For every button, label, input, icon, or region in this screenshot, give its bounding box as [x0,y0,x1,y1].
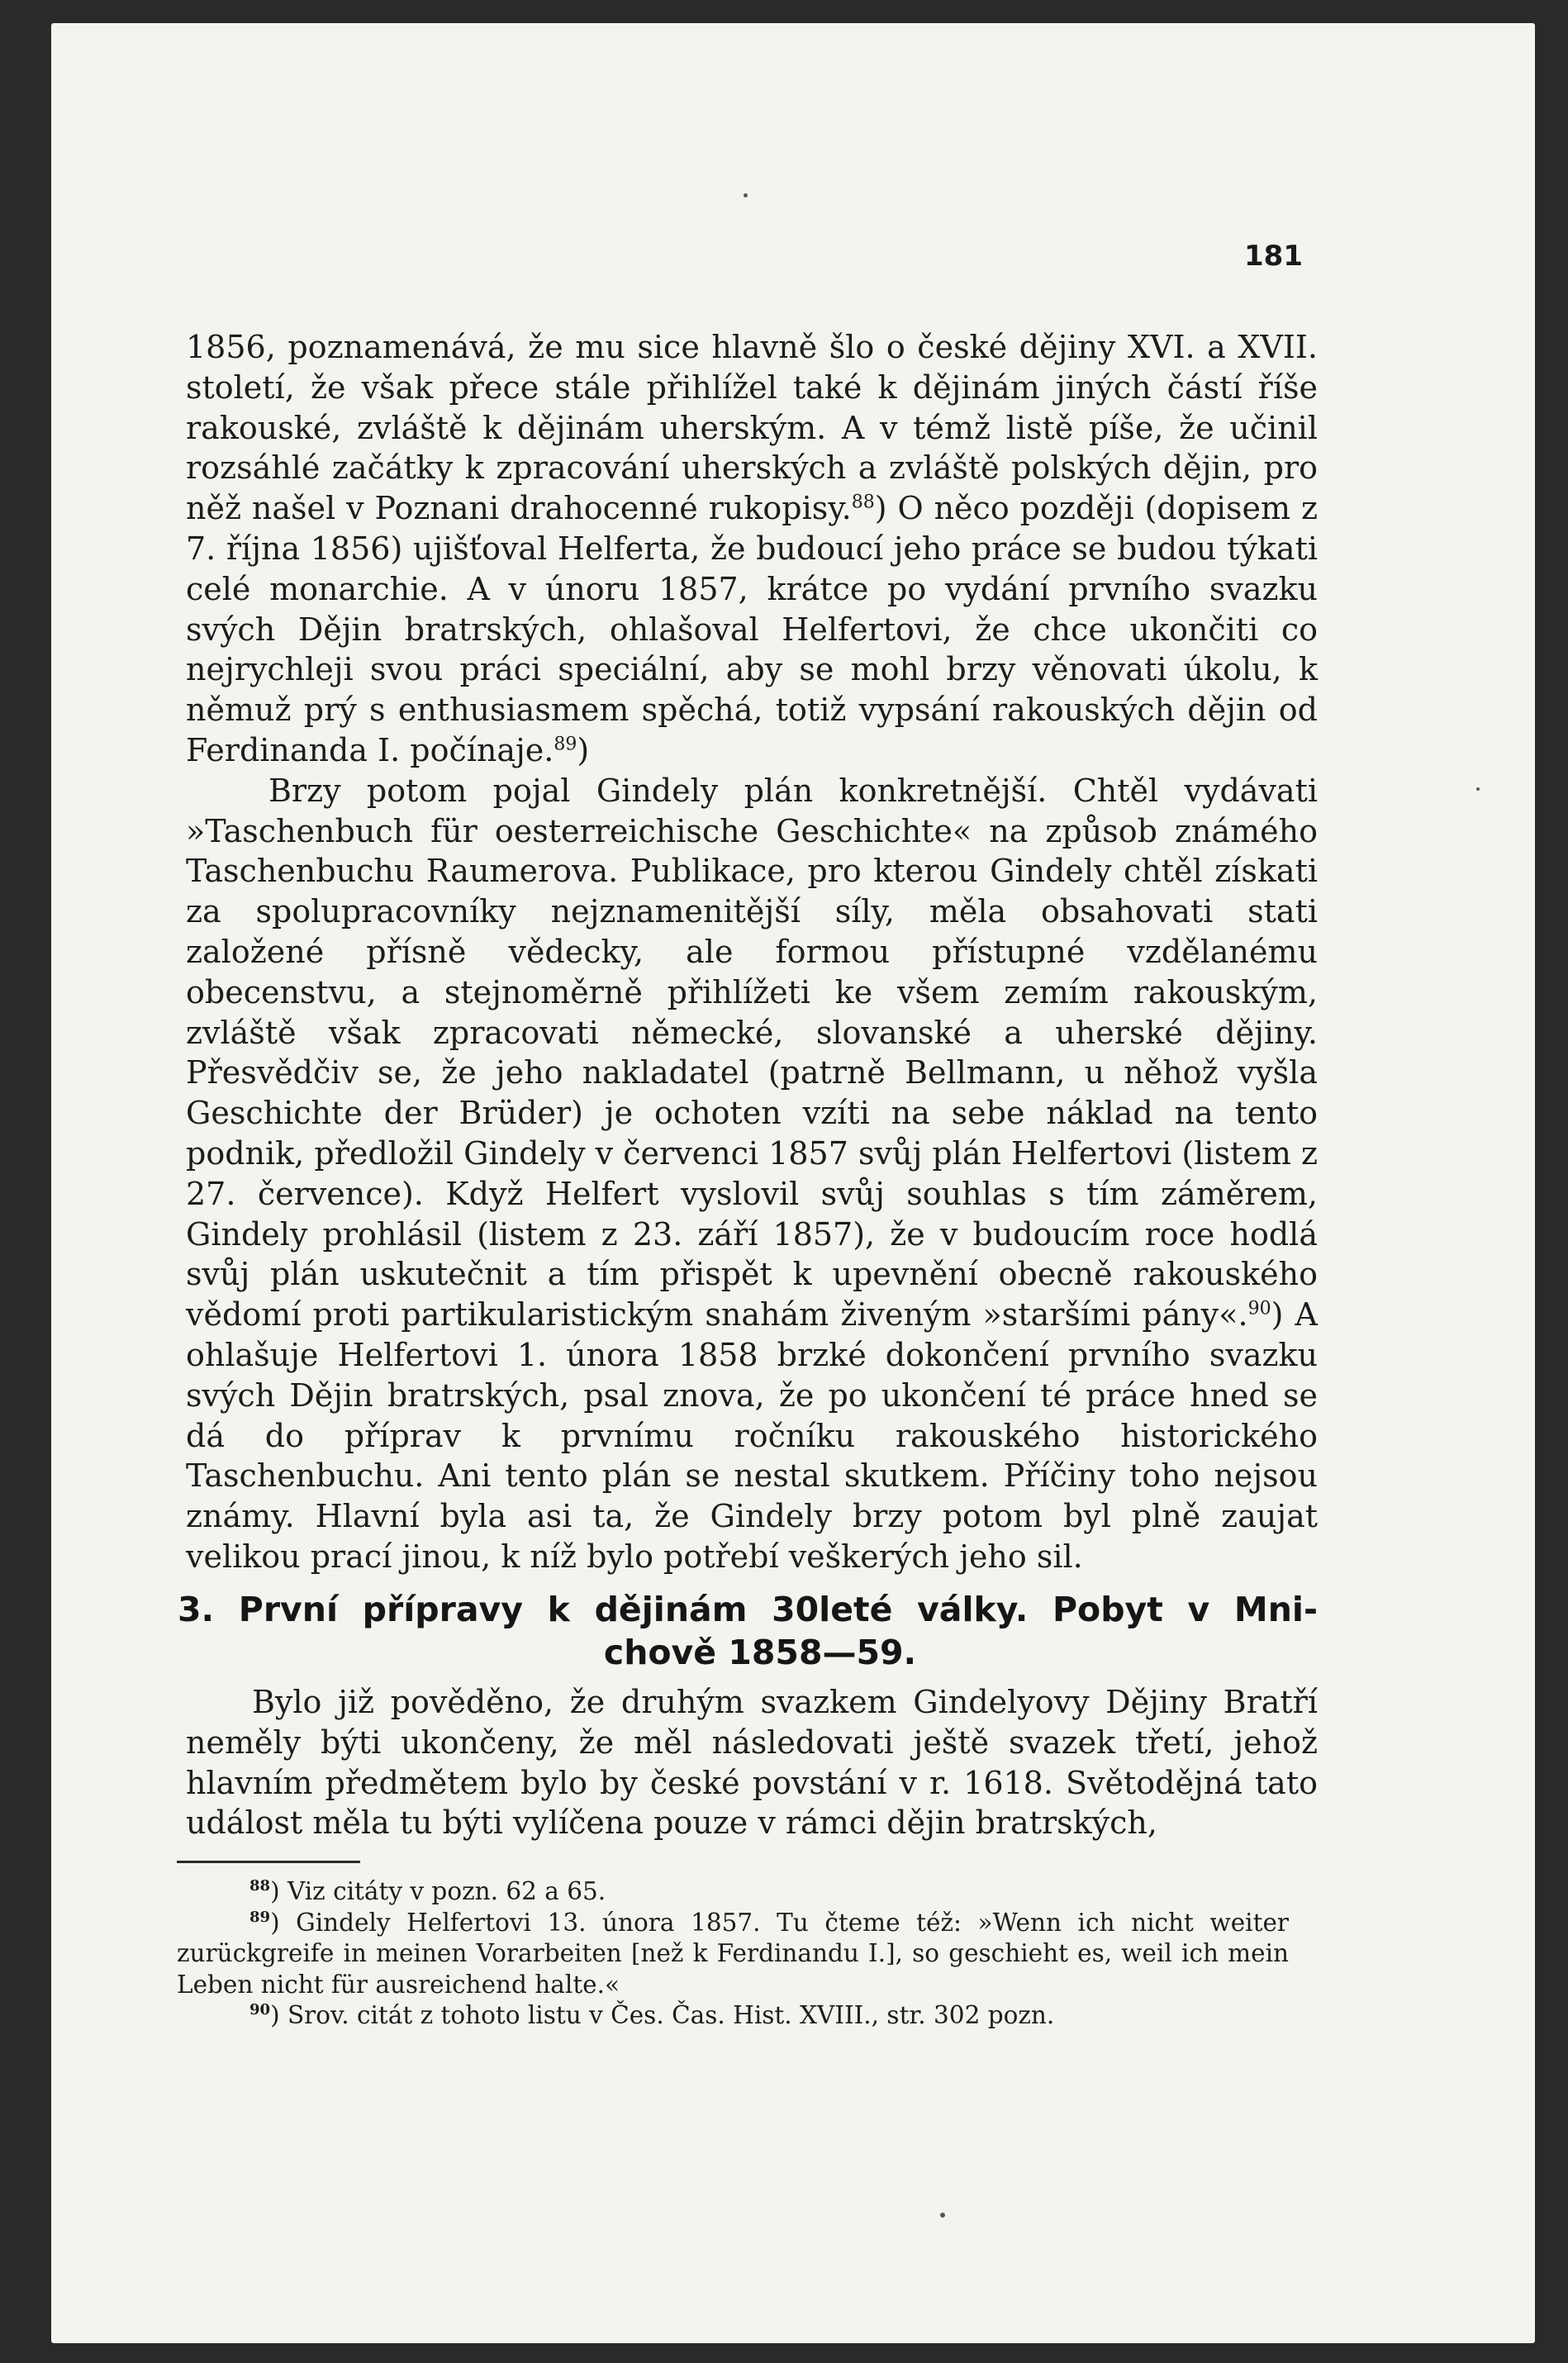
section-paragraph: Bylo již pověděno, že druhým svazkem Gindelyovy Dějiny Bratří neměly býti ukončeny, že měl následovati ještě svazek třetí, jehož hlavním předmětem bylo by české povstání v r. 1618. Světodějná tato událost měla tu býti vylíčena pouze v rámci dějin bratrských, [186,1684,1318,1842]
paper-speck [1476,787,1480,791]
paper-speck [744,193,748,197]
footnote-ref: 89 [554,734,577,755]
page-number: 181 [1244,240,1303,273]
paragraph-text: Brzy potom pojal Gindely plán konkretnější. Chtěl vydávati »Taschenbuch für oesterreichische Geschichte« na způsob známého Taschenbuchu Raumerova. Publikace, pro kterou Gindely chtěl získati za spolupracovníky nejznamenitější síly, měla obsahovati stati založené přísně vědecky, ale formou přístupné vzdělanému obecenstvu, a stejnoměrně přihlížeti ke všem zemím rakouským, zvláště však zpracovati německé, slovanské a uherské dějiny. Přesvědčiv se, že jeho nakladatel (patrně Bellmann, u něhož vyšla Geschichte der Brüder) je ochoten vzíti na sebe náklad na tento podnik, předložil Gindely v červenci 1857 svůj plán Helfertovi (listem z 27. července). Když Helfert vyslovil svůj souhlas s tím záměrem, Gindely prohlásil (listem z 23. září 1857), že v budoucím roce hodlá svůj plán uskutečnit a tím přispět k upevnění obecně rakouského vědomí proti partikularistickým snahám živeným »staršími pány«. [186,772,1318,1334]
paragraph [186,771,1318,1577]
paragraph [186,327,1318,771]
paragraph-text: ) O něco později (dopisem z 7. října 1856) ujišťoval Helferta, že budoucí jeho práce se budou týkati celé monarchie. A v únoru 1857, krátce po vydání prvního svazku svých Dějin bratrských, ohlašoval Helfertovi, že chce ukončiti co nejrychleji svou práci speciální, aby se mohl brzy věnovati úkolu, k němuž prý s enthusiasmem spěchá, totiž vypsání rakouských dějin od Ferdinanda I. počínaje. [186,490,1318,768]
paragraph-text: ) A ohlašuje Helfertovi 1. února 1858 brzké dokončení prvního svazku svých Dějin bratrských, psal znova, že po ukončení té práce hned se dá do příprav k prvnímu ročníku rakouského historického Taschenbuchu. Ani tento plán se nestal skutkem. Příčiny toho nejsou známy. Hlavní byla asi ta, že Gindely brzy potom byl plně zaujat velikou prací jinou, k níž bylo potřebí veškerých jeho sil. [186,1296,1318,1575]
footnote-text: Srov. citát z tohoto listu v Čes. Čas. Hist. XVIII., str. 302 pozn. [287,2001,1055,2029]
footnote: $^{88}$) Viz citáty v pozn. 62 a 65. [249,1877,606,1905]
section-heading-line: chově 1858—59. [603,1633,917,1672]
section-heading [178,1588,1318,1674]
paragraph-text: 1856, poznamenává, že mu sice hlavně šlo o české dějiny XVI. a XVII. století, že však přece stále přihlížel také k dějinám jiných částí říše rakouské, zvláště k dějinám uherským. A v témž listě píše, že učinil rozsáhlé začátky k zpracování uherských a zvláště polských dějin, pro něž našel v Poznani drahocenné rukopisy. [186,329,1318,527]
section-heading-line: 3. První přípravy k dějinám 30leté války. Pobyt v Mni- [178,1590,1318,1629]
footnote-ref: 90 [1247,1298,1271,1319]
footnote-text: Gindely Helfertovi 13. února 1857. Tu čteme též: »Wenn ich nicht weiter zurückgreife in meinen Vorarbeiten [než k Ferdinandu I.], so geschieht es, weil ich mein Leben nicht für ausreichend halte.« [177,1908,1290,1999]
footnote-mark: 88 [249,1877,271,1895]
footnote-mark: 89 [249,1908,271,1926]
footnote: $^{90}$) Srov. citát z tohoto listu v Čes. Čas. Hist. XVIII., str. 302 pozn. [249,2001,1055,2029]
paper-speck [940,2213,945,2218]
footnote: $^{89}$) Gindely Helfertovi 13. února 1857. Tu čteme též: »Wenn ich nicht weiter zurückgreife in meinen Vorarbeiten [než k Ferdinandu I.], so geschieht es, weil ich mein Leben nicht für ausreichend halte.« [177,1908,1290,1999]
paragraph-text: ) [577,731,590,768]
footnote-divider [177,1861,360,1863]
main-text [186,327,1318,1577]
footnote-mark: 90 [249,2001,271,2019]
book-page [51,23,1535,2343]
footnote-text: Viz citáty v pozn. 62 a 65. [287,1877,606,1905]
footnotes [177,1876,1289,2032]
footnote-ref: 88 [851,492,875,513]
